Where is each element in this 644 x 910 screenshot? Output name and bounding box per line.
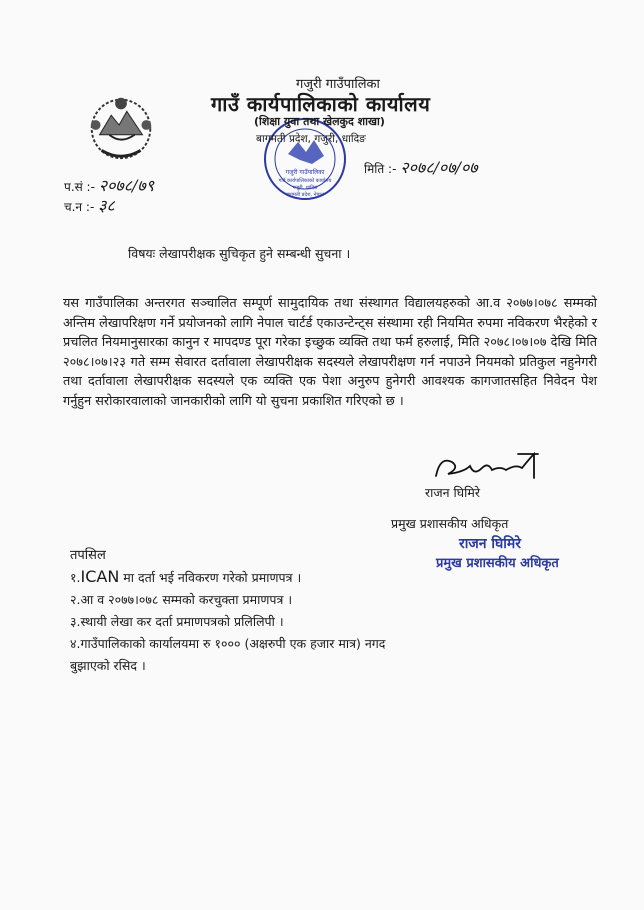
subject-line: विषयः लेखापरीक्षक सुचिकृत हुने सम्बन्धी सुचना । bbox=[128, 246, 351, 261]
annex-item-1 bbox=[70, 566, 385, 589]
body-line-3: लागि नेपाल चार्टर्ड एकाउन्टेन्ट्स संस्थामा रही नियमित रुपमा नविकरण भैरहेको bbox=[230, 315, 588, 331]
body-line-8: हुनेगरी आवश्यक कागजातसहित निवेदन पेश गर्नुहुन सरोकारवालाको bbox=[63, 374, 597, 409]
stamp-line-3: गजुरी, धादिङ bbox=[292, 185, 318, 191]
signatory-stamp-title: प्रमुख प्रशासकीय अधिकृत bbox=[436, 556, 559, 571]
stamp-line-1: गजुरी गाउँपालिका bbox=[285, 169, 325, 176]
body-line-5: हरुलाई, मिति २०७८।०७।०७ देखि मिति २०७८।०७।२३ गते सम्म सेवारत bbox=[63, 335, 597, 370]
annex-heading: तपसिल bbox=[70, 548, 106, 563]
annex-item-3: ३.स्थायी लेखा कर दर्ता प्रमाणपत्रको प्रलिलिपी । bbox=[70, 614, 284, 629]
annex-list bbox=[70, 566, 385, 677]
office-address: बागमती प्रदेश, गजुरी, धादिङ bbox=[256, 133, 366, 145]
annex-item-2: २.आ व २०७७।०७८ सम्मको करचुक्ता प्रमाणपत्र । bbox=[70, 592, 293, 607]
municipality-name: गजुरी गाउँपालिका bbox=[296, 77, 380, 92]
body-line-1: यस गाउँपालिका अन्तरगत सञ्चालित सम्पूर्ण सामुदायिक तथा संस्थागत bbox=[63, 296, 399, 311]
ps-value: २०७८/७९ bbox=[98, 176, 155, 195]
signatory-name: राजन घिमिरे bbox=[425, 485, 480, 500]
date-label: मिति :- bbox=[364, 162, 397, 176]
section-name: (शिक्षा युवा तथा खेलकुद शाखा) bbox=[254, 115, 385, 128]
signatory-title: प्रमुख प्रशासकीय अधिकृत bbox=[391, 516, 509, 531]
body-line-2: विद्यालयहरुको आ.व २०७७।०७८ सम्मको अन्तिम लेखापरिक्षण गर्ने प्रयोजनको bbox=[63, 296, 597, 331]
dispatch-number bbox=[64, 194, 115, 216]
notice-body bbox=[63, 294, 597, 412]
annex-item-4-cont: बुझाएको रसिद । bbox=[70, 658, 146, 673]
reference-number bbox=[64, 174, 154, 196]
body-line-7: नहुनेगरी तथा दर्तावाला लेखापरीक्षक सदस्यले एक व्यक्ति एक पेशा अनुरुप bbox=[63, 354, 597, 390]
annex-item-1-ican: ICAN bbox=[80, 567, 120, 586]
cn-value: ३८ bbox=[98, 196, 115, 215]
signature-icon bbox=[430, 448, 546, 488]
date-value: २०७८/०७/०७ bbox=[400, 158, 478, 177]
office-name: गाउँ कार्यपालिकाको कार्यालय bbox=[211, 92, 431, 116]
letter-date bbox=[364, 156, 478, 178]
stamp-line-2: गाउँ कार्यपालिकाको कार्यालय bbox=[278, 178, 332, 184]
cn-label: च.न :- bbox=[64, 200, 95, 214]
body-line-6: दर्तावाला लेखापरीक्षक सदस्यले लेखापरीक्षण गर्न नपाउने नियमको प्रतिकुल bbox=[211, 354, 556, 370]
body-line-4: र प्रचलित नियमानुसारका कानुन र मापदण्ड पूरा गरेका इच्छुक व्यक्ति तथा फर्म bbox=[63, 315, 597, 351]
ps-label: प.सं :- bbox=[64, 180, 95, 194]
signatory-stamp-name: राजन घिमिरे bbox=[459, 536, 522, 552]
stamp-line-4: बागमती प्रदेश, नेपाल bbox=[285, 192, 325, 198]
government-emblem-icon bbox=[82, 86, 160, 164]
annex-item-1-text: मा दर्ता भई नविकरण गरेको प्रमाणपत्र । bbox=[119, 570, 302, 585]
body-line-9: जानकारीको लागि यो सुचना प्रकाशित गरिएको छ । bbox=[170, 393, 404, 409]
annex-item-4: ४.गाउँपालिकाको कार्यालयमा रु १००० (अक्षरुपी एक हजार मात्र) नगद bbox=[70, 636, 386, 651]
annex-item-1-number: १. bbox=[70, 570, 81, 585]
